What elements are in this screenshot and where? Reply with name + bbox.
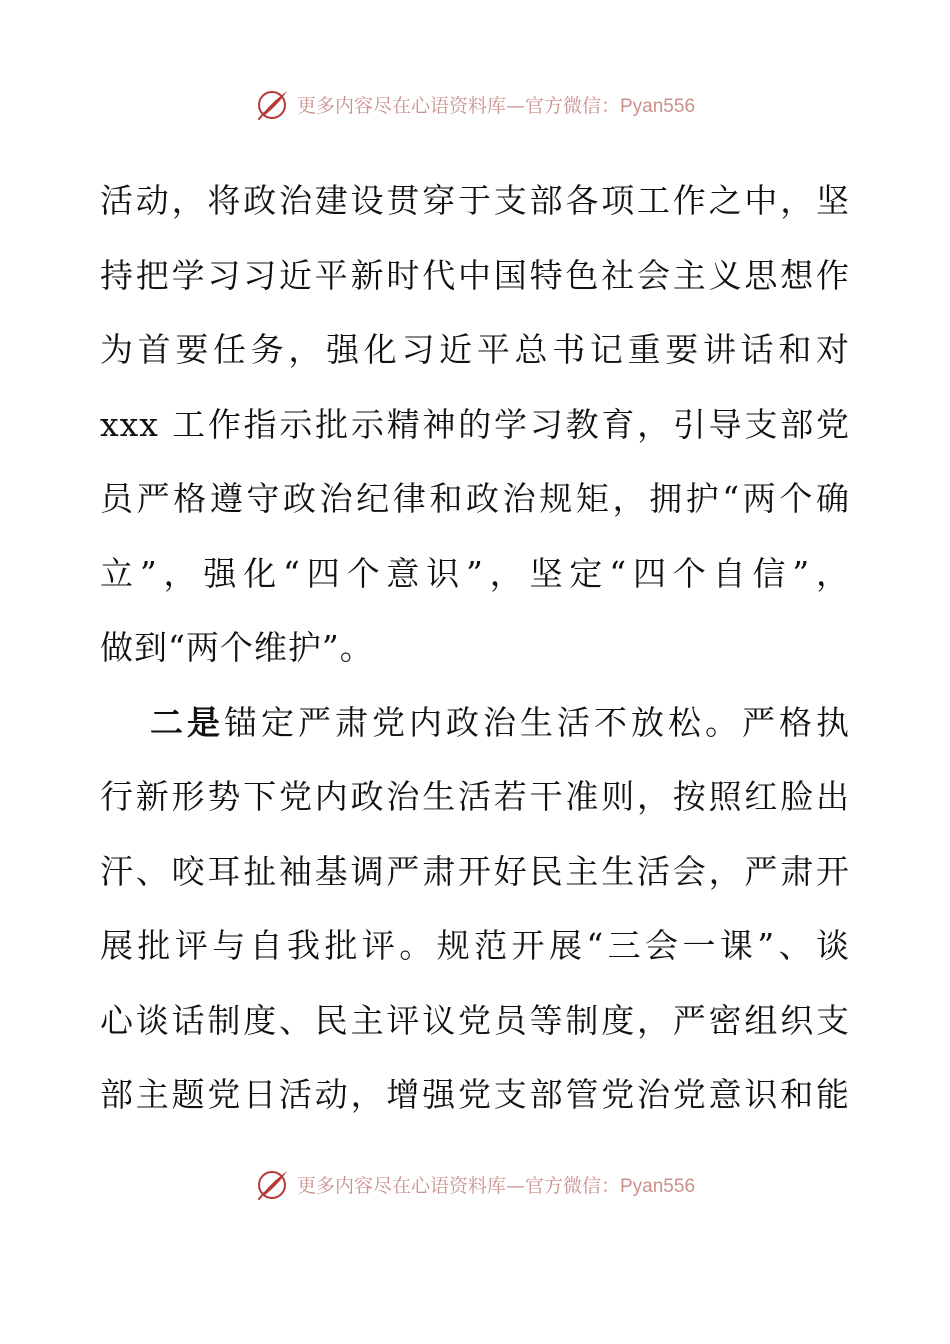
paragraph-lead-text: 锚定严肃党内政治生活不放松。严格执 [224, 702, 850, 742]
text-line: 为首要任务，强化习近平总书记重要讲话和对 [100, 330, 850, 369]
header-watermark-banner [0, 82, 950, 126]
document-body [100, 164, 850, 1133]
text-line: 部主题党日活动，增强党支部管党治党意识和能 [100, 1075, 850, 1114]
watermark-text: 更多内容尽在心语资料库—官方微信：Pyan556 [296, 94, 696, 117]
text-line: 持把学习习近平新时代中国特色社会主义思想作 [100, 255, 850, 295]
quill-pen-logo-icon [255, 86, 291, 122]
text-line: 立”，强化“四个意识”，坚定“四个自信”， [100, 553, 850, 593]
text-line: 行新形势下党内政治生活若干准则，按照红脸出 [100, 777, 850, 816]
text-line: 展批评与自我批评。规范开展“三会一课”、谈 [100, 926, 850, 965]
paragraph-lead-line [100, 686, 850, 761]
quill-pen-logo-icon [255, 1166, 291, 1202]
wechat-id: Pyan556 [620, 1175, 696, 1197]
text-line: 汗、咬耳扯袖基调严肃开好民主生活会，严肃开 [100, 851, 850, 891]
text-line: 员严格遵守政治纪律和政治规矩，拥护“两个确 [100, 479, 850, 518]
footer-watermark-banner [0, 1162, 950, 1206]
watermark-text: 更多内容尽在心语资料库—官方微信：Pyan556 [296, 1174, 696, 1197]
text-line: 活动，将政治建设贯穿于支部各项工作之中，坚 [100, 181, 850, 220]
text-line: 心谈话制度、民主评议党员等制度，严密组织支 [100, 1000, 850, 1040]
text-line: xxx 工作指示批示精神的学习教育，引导支部党 [100, 404, 850, 444]
paragraph-lead-bold: 二是 [150, 702, 224, 742]
wechat-id: Pyan556 [620, 95, 696, 117]
text-line: 做到“两个维护”。 [100, 628, 374, 667]
